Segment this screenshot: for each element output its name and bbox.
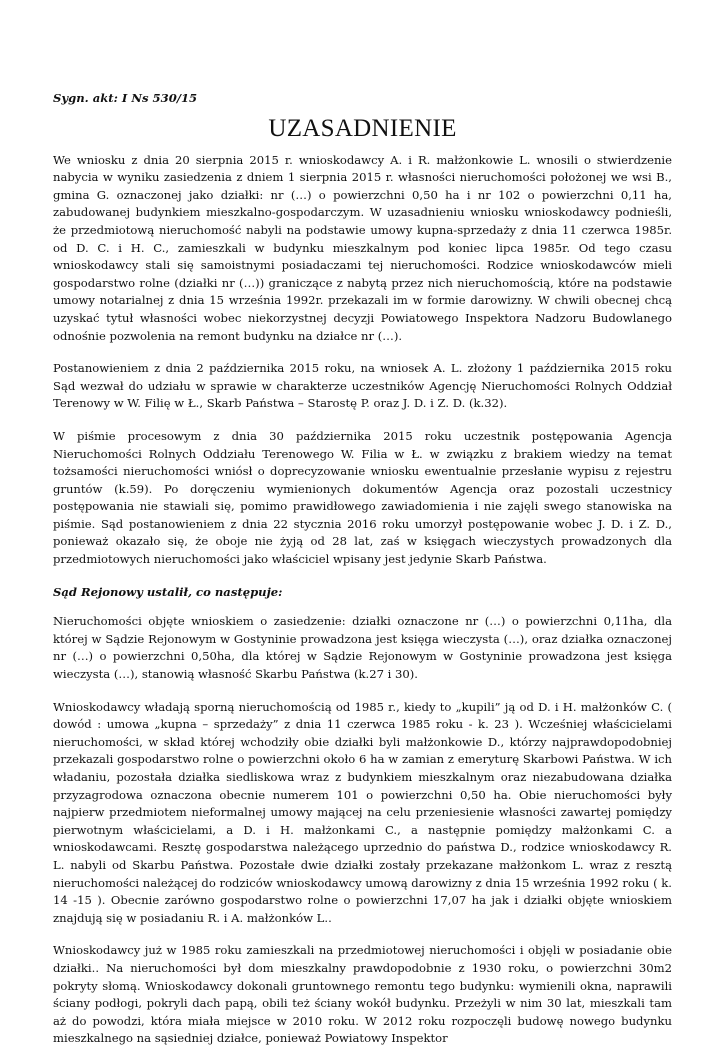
paragraph-finding-2: Wnioskodawcy władają sporną nieruchomością od 1985 r., kiedy to „kupili” ją od D. i H. małżonków C. ( dowód : umowa „kupna – sprzedaży” z dnia 11 czerwca 1985 roku - k. 23 ). Wcześniej właścicielami nieruchomości, w skład której wchodziły obie działki byli małżonkowie D., którzy najprawdopodobniej przekazali gospodarstwo rolne o powierzchni około 6 ha w zamian z emeryturę Skarbowi Państwa. W ich władaniu, pozostała działka siedliskowa wraz z budynkiem mieszkalnym oraz niezabudowana działka przyzagrodowa oznaczona obecnie numerem 101 o powierzchni 0,50 ha. Obie nieruchomości były najpierw przedmiotem nieformalnej umowy mającej na celu przeniesienie własności zawartej pomiędzy pierwotnym właścicielami, a D. i H. małżonkami C., a następnie pomiędzy małżonkami C. a wnioskodawcami. Resztę gospodarstwa należącego uprzednio do państwa D., rodzice wnioskodawcy R. L. nabyli od Skarbu Państwa. Pozostałe dwie działki zostały przekazane małżonkom L. wraz z resztą nieruchomości należącej do rodziców wnioskodawcy umową darowizny z dnia 15 września 1992 roku ( k. 14 -15 ). Obecnie zarówno gospodarstwo rolne o powierzchni 17,07 ha jak i działki objęte wnioskiem znajdują się w posiadaniu R. i A. małżonków L.. (53, 699, 672, 925)
paragraph-finding-1: Nieruchomości objęte wnioskiem o zasiedzenie: działki oznaczone nr (…) o powierzchni 0,11ha, dla której w Sądzie Rejonowym w Gostyninie prowadzona jest księga wieczysta (…), oraz działka oznaczonej nr (…) o powierzchni 0,50ha, dla której w Sądzie Rejonowym w Gostyninie prowadzona jest księga wieczysta (…), stanowią własność Skarbu Państwa (k.27 i 30). (53, 614, 672, 682)
document-title: UZASADNIENIE (268, 114, 457, 142)
findings-heading: Sąd Rejonowy ustalił, co następuje: (53, 584, 283, 599)
paragraph-ruling: Postanowieniem z dnia 2 października 2015 roku, na wniosek A. L. złożony 1 października 2015 roku Sąd wezwał do udziału w sprawie w charakterze uczestników Agencję Nieruchomości Rolnych Oddział Terenowy w W. Filię w Ł., Skarb Państwa – Starostę P. oraz J. D. i Z. D. (k.32). (53, 361, 672, 411)
paragraph-pleading: W piśmie procesowym z dnia 30 października 2015 roku uczestnik postępowania Agencja Nieruchomości Rolnych Oddziału Terenowego W. Filia w Ł. w związku z brakiem wiedzy na temat tożsamości nieruchomości wniósł o doprecyzowanie wniosku ewentualnie przesłanie wypisu z rejestru gruntów (k.59). Po doręczeniu wymienionych dokumentów Agencja oraz pozostali uczestnicy postępowania nie stawiali się, pomimo prawidłowego zawiadomienia i nie zajęli swego stanowiska na piśmie. Sąd postanowieniem z dnia 22 stycznia 2016 roku umorzył postępowanie wobec J. D. i Z. D., ponieważ okazało się, że oboje nie żyją od 28 lat, zaś w księgach wieczystych prowadzonych dla przedmiotowych nieruchomości jako właściciel wpisany jest jedynie Skarb Państwa. (53, 428, 672, 567)
case-signature: Sygn. akt: I Ns 530/15 (53, 91, 198, 105)
paragraph-finding-3: Wnioskodawcy już w 1985 roku zamieszkali na przedmiotowej nieruchomości i objęli w posiadanie obie działki.. Na nieruchomości był dom mieszkalny prawdopodobnie z 1930 roku, o powierzchni 30m2 pokryty słomą. Wnioskodawcy dokonali gruntownego remontu tego budynku: wymienili okna, naprawili ściany podłogi, pokryli dach papą, obili też ściany wokół budynku. Przeżyli w nim 30 lat, mieszkali tam aż do powodzi, która miała miejsce w 2010 roku. W 2012 roku rozpoczęli budowę nowego budynku mieszkalnego na sąsiedniej działce, ponieważ Powiatowy Inspektor (53, 943, 672, 1046)
paragraph-request: We wniosku z dnia 20 sierpnia 2015 r. wnioskodawcy A. i R. małżonkowie L. wnosili o stwierdzenie nabycia w wyniku zasiedzenia z dniem 1 sierpnia 2015 r. własności nieruchomości położonej we wsi B., gmina G. oznaczonej jako działki: nr (…) o powierzchni 0,50 ha i nr 102 o powierzchni 0,11 ha, zabudowanej budynkiem mieszkalno-gospodarczym. W uzasadnieniu wniosku wnioskodawcy podnieśli, że przedmiotową nieruchomość nabyli na podstawie umowy kupna-sprzedaży z dnia 11 czerwca 1985r. od D. C. i H. C., zamieszkali w budynku mieszkalnym pod koniec lipca 1985r. Od tego czasu wnioskodawcy stali się samoistnymi posiadaczami tej nieruchomości. Rodzice wnioskodawców mieli gospodarstwo rolne (działki nr (…)) graniczące z nabytą przez nich nieruchomością, które na podstawie umowy notarialnej z dnia 15 września 1992r. przekazali im w formie darowizny. W chwili obecnej chcą uzyskać tytuł własności wobec niekorzystnej decyzji Powiatowego Inspektora Nadzoru Budowlanego odnośnie pozwolenia na remont budynku na działce nr (…). (53, 152, 672, 343)
